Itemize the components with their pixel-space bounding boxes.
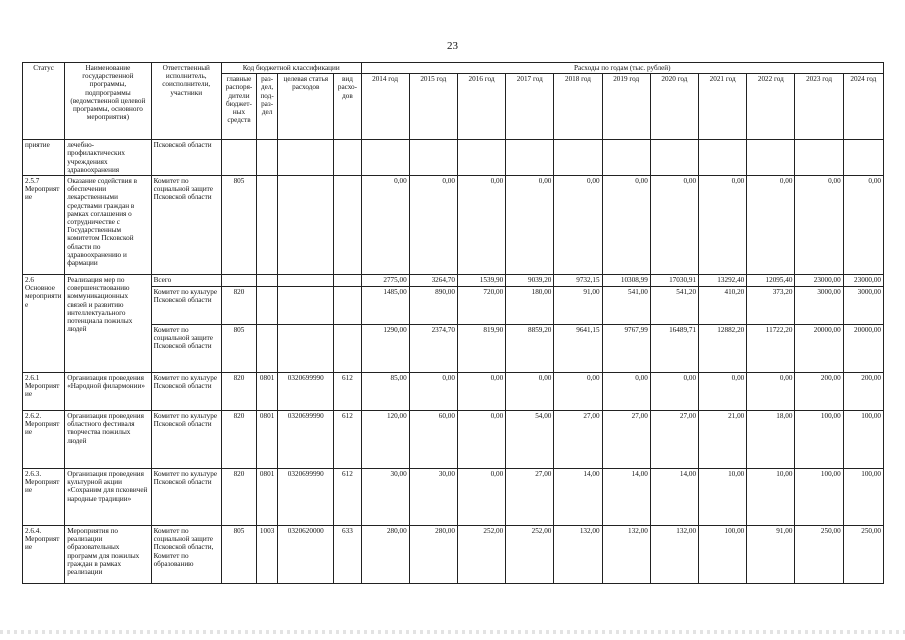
row-value: 120,00	[361, 411, 409, 469]
row-value	[843, 140, 883, 176]
table-row	[23, 469, 884, 526]
row-value: 410,20	[699, 287, 747, 325]
header-year: 2019 год	[602, 74, 650, 140]
table-row	[23, 140, 884, 176]
row-value: 27,00	[650, 411, 698, 469]
row-value: 85,00	[361, 373, 409, 411]
row-value	[650, 140, 698, 176]
row-expense-type	[334, 275, 361, 287]
row-value: 12882,20	[699, 325, 747, 373]
row-target-article: 0320620000	[278, 526, 334, 584]
table-row	[23, 373, 884, 411]
row-section	[257, 287, 278, 325]
row-section: 0801	[257, 411, 278, 469]
row-value: 1290,00	[361, 325, 409, 373]
header-year: 2020 год	[650, 74, 698, 140]
row-value: 0,00	[602, 373, 650, 411]
row-value: 250,00	[795, 526, 843, 584]
row-value: 0,00	[699, 176, 747, 275]
row-status: приятие	[23, 140, 65, 176]
header-year: 2022 год	[747, 74, 795, 140]
row-expense-type	[334, 176, 361, 275]
row-value: 13292,40	[699, 275, 747, 287]
row-value: 17030,91	[650, 275, 698, 287]
row-expense-type: 612	[334, 411, 361, 469]
row-grbs: 820	[221, 469, 256, 526]
row-value: 9767,99	[602, 325, 650, 373]
row-value: 373,20	[747, 287, 795, 325]
row-value: 3000,00	[843, 287, 883, 325]
row-grbs: 805	[221, 176, 256, 275]
row-name: Организация проведения культурной акции «Сохраним для псковичей народные традиции»	[65, 469, 151, 526]
row-grbs: 820	[221, 411, 256, 469]
row-value: 0,00	[747, 176, 795, 275]
header-year: 2024 год	[843, 74, 883, 140]
row-status: 2.6 Основное мероприятие	[23, 275, 65, 373]
row-value: 0,00	[843, 176, 883, 275]
row-value: 21,00	[699, 411, 747, 469]
row-value	[554, 140, 602, 176]
row-value: 30,00	[409, 469, 457, 526]
row-value: 16489,71	[650, 325, 698, 373]
row-value: 0,00	[602, 176, 650, 275]
row-value: 20000,00	[795, 325, 843, 373]
row-target-article	[278, 287, 334, 325]
table-row	[23, 411, 884, 469]
row-value: 10308,99	[602, 275, 650, 287]
row-responsible: Комитет по культуре Псковской области	[151, 373, 221, 411]
row-value: 0,00	[699, 373, 747, 411]
row-value: 12095,40	[747, 275, 795, 287]
header-grbs: главные распоря-дители бюджет-ных средств	[221, 74, 256, 140]
row-responsible: Всего	[151, 275, 221, 287]
row-value: 18,00	[747, 411, 795, 469]
row-value: 0,00	[554, 373, 602, 411]
row-grbs: 805	[221, 325, 256, 373]
row-value: 27,00	[602, 411, 650, 469]
table-row	[23, 325, 884, 373]
page-number: 23	[447, 40, 458, 52]
row-responsible: Комитет по культуре Псковской области	[151, 411, 221, 469]
header-year: 2014 год	[361, 74, 409, 140]
row-target-article	[278, 140, 334, 176]
row-value: 0,00	[650, 176, 698, 275]
row-expense-type: 612	[334, 469, 361, 526]
header-name: Наименование государственной программы, подпрограммы (ведомственной целевой программы, основного мероприятия)	[65, 63, 151, 140]
row-responsible: Псковской области	[151, 140, 221, 176]
row-value: 819,90	[457, 325, 505, 373]
row-responsible: Комитет по культуре Псковской области	[151, 287, 221, 325]
row-value	[409, 140, 457, 176]
table-row	[23, 176, 884, 275]
row-responsible: Комитет по социальной защите Псковской области	[151, 325, 221, 373]
row-value: 0,00	[457, 469, 505, 526]
row-expense-type: 633	[334, 526, 361, 584]
row-value: 54,00	[506, 411, 554, 469]
row-value: 9039,20	[506, 275, 554, 287]
row-value: 10,00	[699, 469, 747, 526]
row-grbs: 820	[221, 287, 256, 325]
row-value: 100,00	[795, 469, 843, 526]
row-target-article: 0320699990	[278, 411, 334, 469]
row-value: 8859,20	[506, 325, 554, 373]
row-value: 0,00	[747, 373, 795, 411]
table-row	[23, 275, 884, 287]
row-value: 0,00	[457, 176, 505, 275]
scan-artifact-strip	[0, 630, 905, 634]
header-responsible: Ответственный исполнитель, соисполнители, участники	[151, 63, 221, 140]
row-value: 27,00	[554, 411, 602, 469]
row-expense-type	[334, 140, 361, 176]
row-grbs	[221, 275, 256, 287]
row-target-article	[278, 176, 334, 275]
row-value	[506, 140, 554, 176]
row-value: 14,00	[554, 469, 602, 526]
row-responsible: Комитет по социальной защите Псковской области, Комитет по образованию	[151, 526, 221, 584]
row-name: Оказание содействия в обеспечении лекарственными средствами граждан в рамках соглашения о сотрудничестве с Государственным комитетом Псковской области по здравоохранению и фармации	[65, 176, 151, 275]
row-value: 100,00	[795, 411, 843, 469]
row-value: 252,00	[506, 526, 554, 584]
row-section	[257, 275, 278, 287]
row-expense-type: 612	[334, 373, 361, 411]
row-value: 9732,15	[554, 275, 602, 287]
row-value: 23000,00	[843, 275, 883, 287]
row-target-article: 0320699990	[278, 373, 334, 411]
row-status: 2.6.1 Мероприятие	[23, 373, 65, 411]
row-value: 23000,00	[795, 275, 843, 287]
row-value	[795, 140, 843, 176]
header-year: 2023 год	[795, 74, 843, 140]
row-value: 132,00	[602, 526, 650, 584]
table-row	[23, 526, 884, 584]
row-value: 2374,70	[409, 325, 457, 373]
row-value	[361, 140, 409, 176]
row-value	[747, 140, 795, 176]
row-value: 60,00	[409, 411, 457, 469]
row-value: 0,00	[457, 373, 505, 411]
row-value: 3000,00	[795, 287, 843, 325]
header-year: 2016 год	[457, 74, 505, 140]
row-value: 280,00	[409, 526, 457, 584]
header-target-article: целевая статья расходов	[278, 74, 334, 140]
row-value: 0,00	[506, 176, 554, 275]
row-value: 180,00	[506, 287, 554, 325]
row-value: 200,00	[795, 373, 843, 411]
row-value: 0,00	[409, 176, 457, 275]
table-row	[23, 287, 884, 325]
row-name: Реализация мер по совершенствованию коммуникационных связей и развитию интеллектуального потенциала пожилых людей	[65, 275, 151, 373]
row-responsible: Комитет по социальной защите Псковской области	[151, 176, 221, 275]
row-name: лечебно-профилактических учреждениях здравоохранения	[65, 140, 151, 176]
row-target-article	[278, 325, 334, 373]
row-value: 9641,15	[554, 325, 602, 373]
row-value: 11722,20	[747, 325, 795, 373]
header-section: раз-дел, под-раз-дел	[257, 74, 278, 140]
row-section	[257, 176, 278, 275]
row-grbs: 820	[221, 373, 256, 411]
row-value: 200,00	[843, 373, 883, 411]
row-section: 0801	[257, 469, 278, 526]
row-value: 91,00	[554, 287, 602, 325]
row-name: Мероприятия по реализации образовательных программ для пожилых граждан в рамках реализации	[65, 526, 151, 584]
header-expenses: Расходы по годам (тыс. рублей)	[361, 63, 884, 74]
row-section	[257, 325, 278, 373]
row-responsible: Комитет по культуре Псковской области	[151, 469, 221, 526]
header-year: 2017 год	[506, 74, 554, 140]
row-value: 0,00	[795, 176, 843, 275]
row-value: 10,00	[747, 469, 795, 526]
row-value: 1485,00	[361, 287, 409, 325]
row-value: 14,00	[650, 469, 698, 526]
budget-table	[22, 62, 884, 584]
row-value: 100,00	[843, 469, 883, 526]
row-value: 280,00	[361, 526, 409, 584]
row-expense-type	[334, 287, 361, 325]
header-year: 2015 год	[409, 74, 457, 140]
header-budget-code: Код бюджетной классификации	[221, 63, 361, 74]
row-status: 2.6.3. Мероприятие	[23, 469, 65, 526]
row-value: 250,00	[843, 526, 883, 584]
header-expense-type: вид расхо-дов	[334, 74, 361, 140]
row-value: 0,00	[650, 373, 698, 411]
row-section: 1003	[257, 526, 278, 584]
row-grbs	[221, 140, 256, 176]
row-value: 91,00	[747, 526, 795, 584]
row-value: 20000,00	[843, 325, 883, 373]
row-value: 132,00	[650, 526, 698, 584]
row-value: 541,00	[602, 287, 650, 325]
header-status: Статус	[23, 63, 65, 140]
header-year: 2018 год	[554, 74, 602, 140]
row-value: 0,00	[506, 373, 554, 411]
row-status: 2.6.2. Мероприятие	[23, 411, 65, 469]
row-value: 541,20	[650, 287, 698, 325]
row-value: 890,00	[409, 287, 457, 325]
row-value: 132,00	[554, 526, 602, 584]
row-value	[457, 140, 505, 176]
row-value: 0,00	[409, 373, 457, 411]
row-value: 0,00	[457, 411, 505, 469]
header-year: 2021 год	[699, 74, 747, 140]
row-value: 27,00	[506, 469, 554, 526]
row-value: 3264,70	[409, 275, 457, 287]
row-value: 720,00	[457, 287, 505, 325]
row-value: 100,00	[843, 411, 883, 469]
row-grbs: 805	[221, 526, 256, 584]
row-section: 0801	[257, 373, 278, 411]
row-status: 2.5.7 Мероприятие	[23, 176, 65, 275]
row-target-article: 0320699990	[278, 469, 334, 526]
row-value: 14,00	[602, 469, 650, 526]
row-value	[602, 140, 650, 176]
row-value: 252,00	[457, 526, 505, 584]
row-target-article	[278, 275, 334, 287]
row-name: Организация проведения «Народной филармонии»	[65, 373, 151, 411]
row-value: 100,00	[699, 526, 747, 584]
row-status: 2.6.4. Мероприятие	[23, 526, 65, 584]
row-value: 1539,90	[457, 275, 505, 287]
row-section	[257, 140, 278, 176]
row-value: 30,00	[361, 469, 409, 526]
row-value: 2775,00	[361, 275, 409, 287]
row-name: Организация проведения областного фестиваля творчества пожилых людей	[65, 411, 151, 469]
row-value: 0,00	[361, 176, 409, 275]
row-expense-type	[334, 325, 361, 373]
row-value	[699, 140, 747, 176]
row-value: 0,00	[554, 176, 602, 275]
